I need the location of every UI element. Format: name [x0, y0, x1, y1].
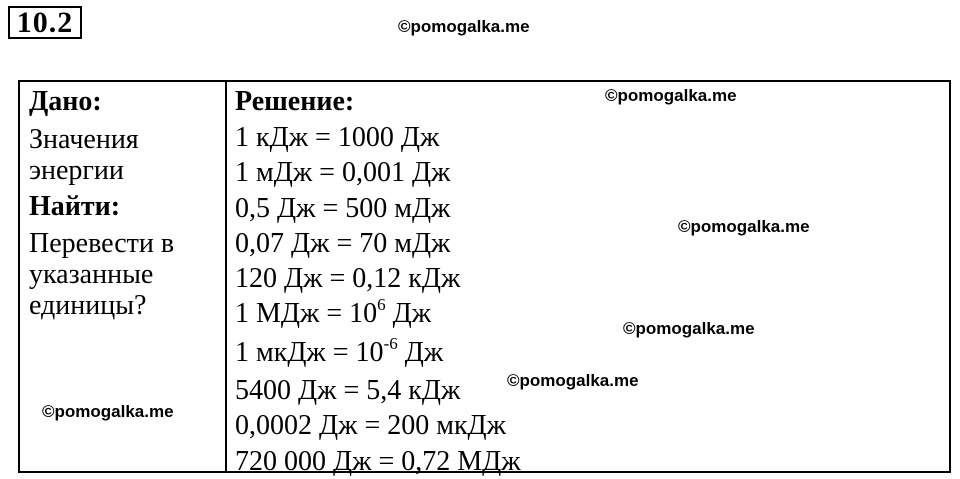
watermark: ©pomogalka.me [42, 402, 174, 421]
watermark: ©pomogalka.me [605, 86, 737, 105]
find-heading: Найти: [29, 191, 121, 222]
solution-line: 0,5 Дж = 500 мДж [235, 192, 451, 224]
watermark: ©pomogalka.me [678, 217, 810, 236]
solution-line-text: Дж [385, 298, 432, 330]
given-heading: Дано: [29, 86, 102, 117]
find-line: Перевести в [29, 228, 175, 259]
solution-line [235, 296, 935, 334]
find-line: указанные [29, 259, 154, 290]
solution-line: 0,0002 Дж = 200 мкДж [235, 410, 507, 442]
solution-line-text: Дж [397, 336, 444, 368]
given-line: Значения [29, 124, 139, 155]
watermark: ©pomogalka.me [507, 371, 639, 390]
solution-line: 0,07 Дж = 70 мДж [235, 227, 451, 259]
given-column [29, 84, 219, 321]
given-line: энергии [29, 155, 124, 186]
solution-line: 1 кДж = 1000 Дж [235, 122, 440, 153]
find-line: единицы? [29, 290, 147, 321]
watermark: ©pomogalka.me [623, 319, 755, 338]
column-divider [225, 82, 227, 471]
exponent: 6 [377, 295, 386, 315]
solution-line-text: 1 мкДж = 10 [235, 336, 384, 368]
problem-number: 10.2 [8, 6, 82, 39]
solution-column [235, 84, 935, 479]
solution-line-text: 1 МДж = 10 [235, 298, 378, 330]
solution-line: 720 000 Дж = 0,72 МДж [235, 445, 521, 477]
solution-line [235, 335, 935, 373]
solution-line: 120 Дж = 0,12 кДж [235, 263, 461, 295]
solution-line: 1 мДж = 0,001 Дж [235, 157, 451, 189]
exponent: -6 [383, 333, 398, 353]
solution-heading: Решение: [235, 86, 355, 117]
solution-line: 5400 Дж = 5,4 кДж [235, 375, 461, 407]
watermark: ©pomogalka.me [398, 17, 530, 36]
